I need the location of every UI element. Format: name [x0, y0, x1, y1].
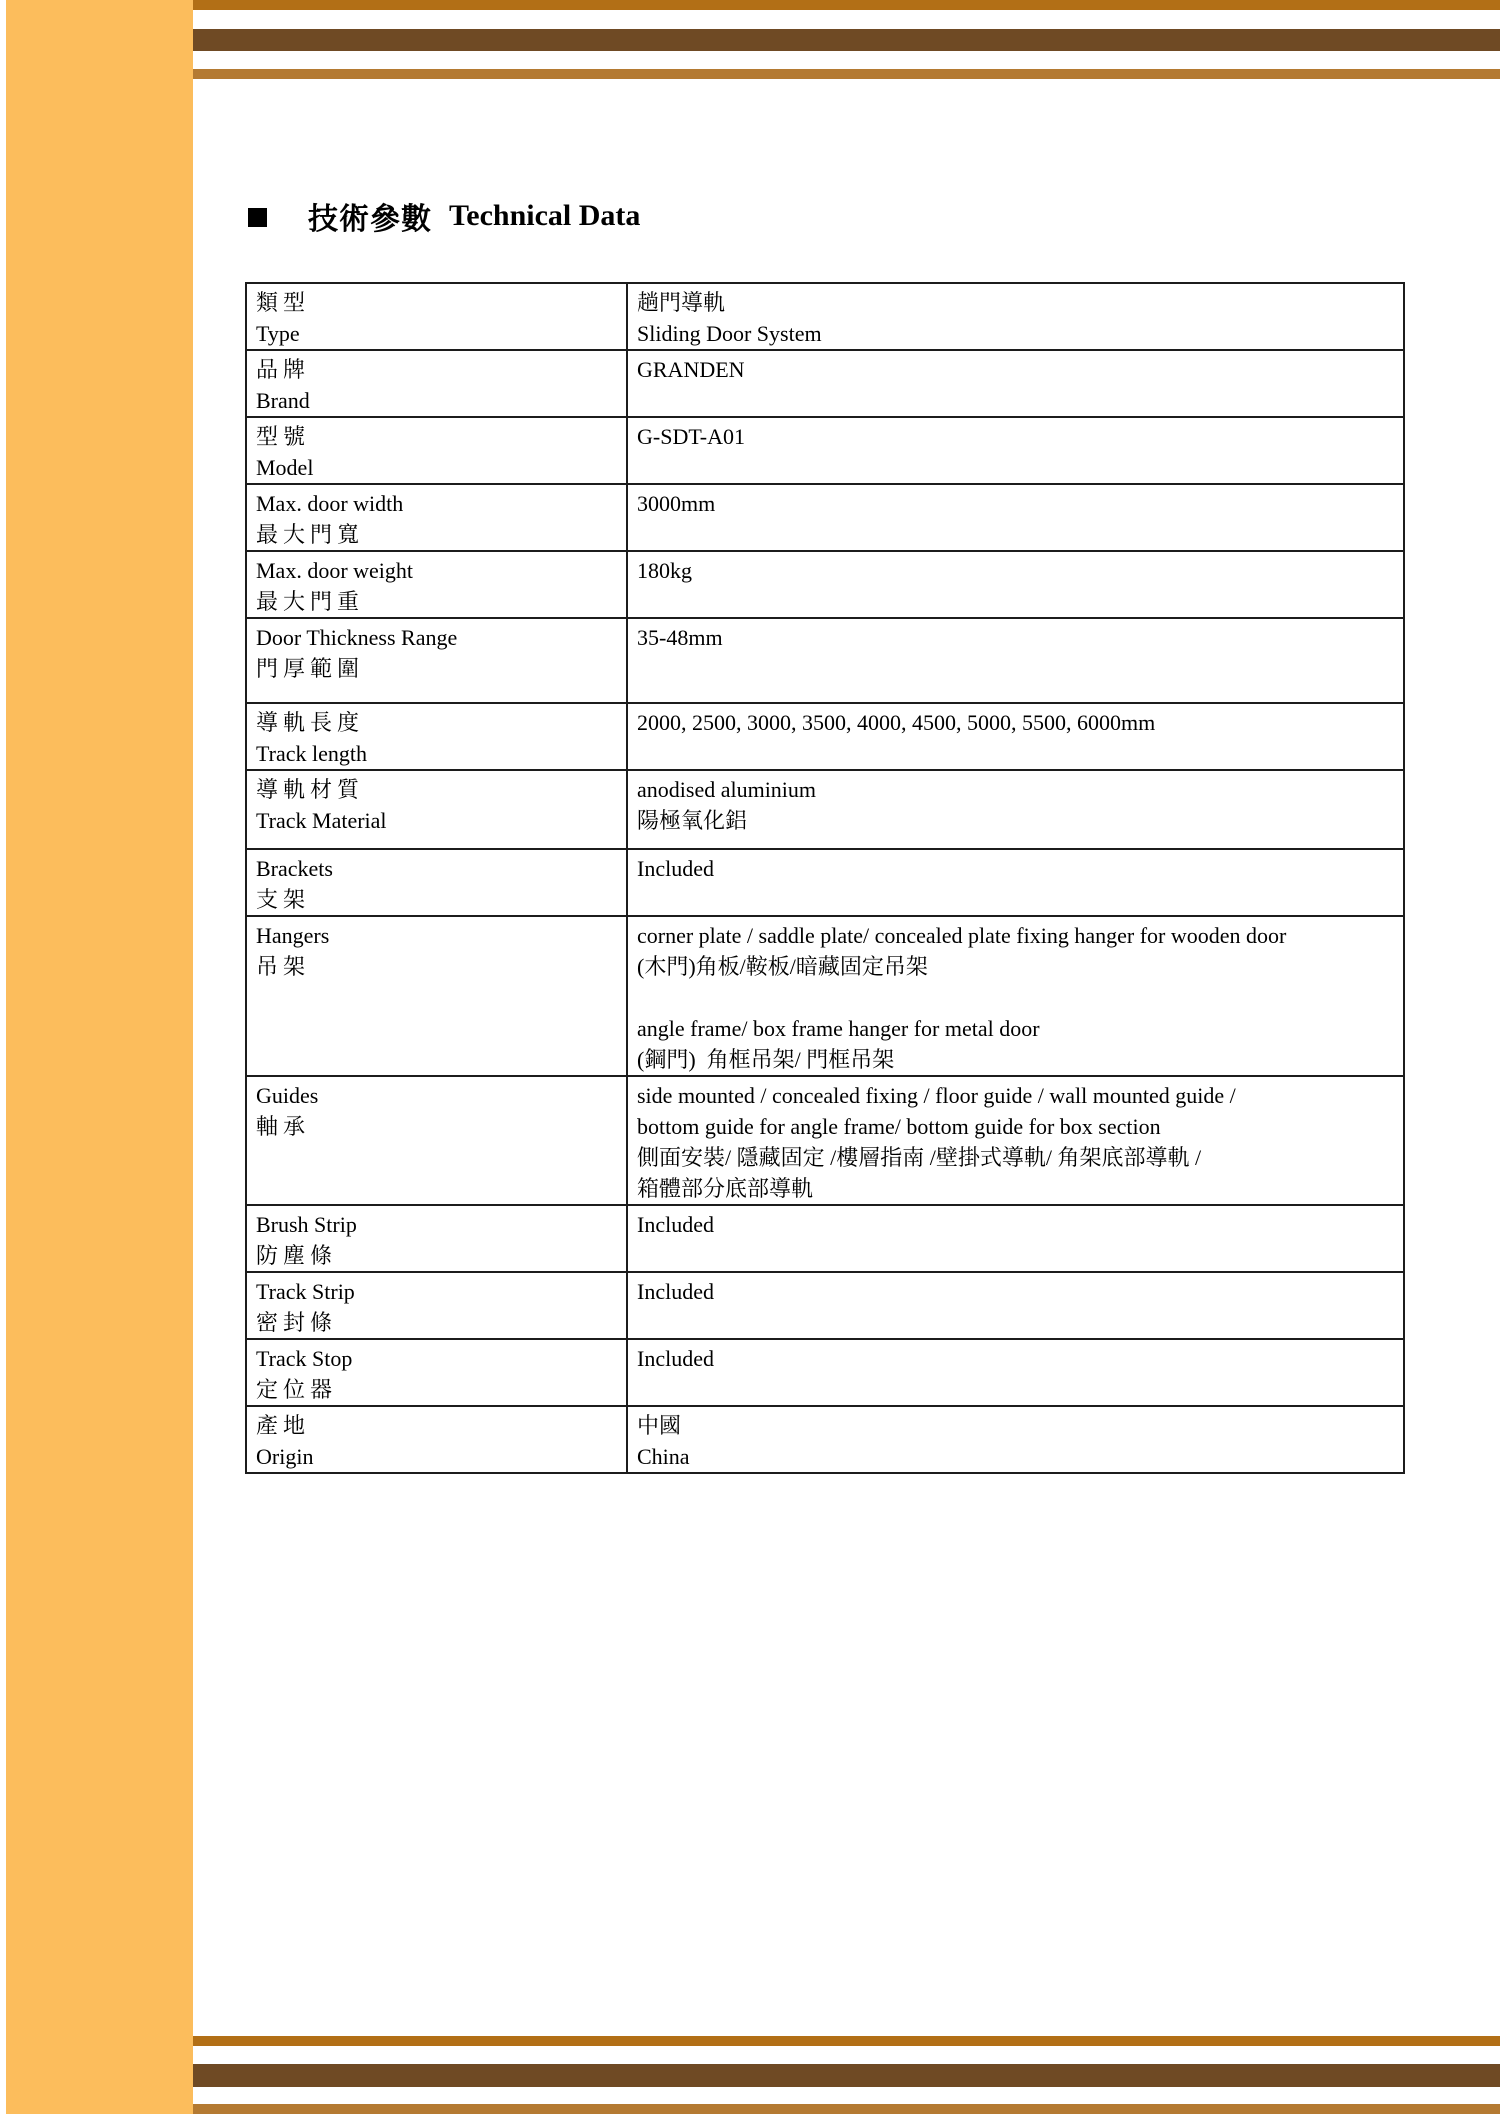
spec-text-line: Included — [637, 1212, 714, 1237]
table-row — [246, 916, 1404, 1076]
spec-value-cell — [627, 1205, 1404, 1272]
spec-text-line: 箱體部分底部導軌 — [637, 1176, 814, 1201]
spec-text-line: Track Strip — [256, 1279, 355, 1304]
table-row — [246, 770, 1404, 849]
spec-text-line: Sliding Door System — [637, 321, 822, 346]
spec-text-line: Max. door width — [256, 491, 404, 516]
spec-text-line: 品牌 — [256, 357, 311, 382]
spec-text-line: Guides — [256, 1083, 319, 1108]
spec-label-cell — [246, 916, 627, 1076]
table-row — [246, 1406, 1404, 1473]
technical-data-table — [245, 282, 1405, 1474]
spec-text-line: 導軌長度 — [256, 710, 365, 735]
spec-text-line: 35-48mm — [637, 625, 723, 650]
spec-text-line: Max. door weight — [256, 558, 414, 583]
spec-text-line: 3000mm — [637, 491, 716, 516]
spec-text-line: GRANDEN — [637, 357, 745, 382]
spec-text-line: Track Stop — [256, 1346, 353, 1371]
spec-table-body — [246, 283, 1404, 1473]
spec-text-line: bottom guide for angle frame/ bottom guide for box section — [637, 1114, 1161, 1139]
spec-label-cell — [246, 551, 627, 618]
spec-text-line: (木門)角板/鞍板/暗藏固定吊架 — [637, 954, 928, 979]
table-row — [246, 849, 1404, 916]
bottom-bar-tan — [193, 2104, 1500, 2114]
spec-text-line: Track length — [256, 741, 368, 766]
spec-text-line: 產地 — [256, 1413, 311, 1438]
spec-text-line: 2000, 2500, 3000, 3500, 4000, 4500, 5000, 5500, 6000mm — [637, 710, 1156, 735]
spec-label-cell — [246, 849, 627, 916]
spec-text-line: 型號 — [256, 424, 311, 449]
spec-text-line: 門厚範圍 — [256, 656, 365, 681]
spec-text-line: Origin — [256, 1444, 314, 1469]
table-row — [246, 350, 1404, 417]
spec-value-cell — [627, 849, 1404, 916]
spec-text-line: 類型 — [256, 290, 311, 315]
spec-value-cell — [627, 551, 1404, 618]
spec-value-cell — [627, 1339, 1404, 1406]
spec-label-cell — [246, 1076, 627, 1205]
spec-text-line: 中國 — [637, 1413, 682, 1438]
spec-text-line: Model — [256, 455, 314, 480]
spec-text-line: Door Thickness Range — [256, 625, 458, 650]
spec-text-line: Included — [637, 1279, 714, 1304]
spec-text-line: 軸承 — [256, 1114, 311, 1139]
spec-value-cell — [627, 350, 1404, 417]
spec-value-cell — [627, 484, 1404, 551]
table-row — [246, 703, 1404, 770]
spec-text-line: Included — [637, 856, 714, 881]
table-row — [246, 1205, 1404, 1272]
spec-value-cell — [627, 1406, 1404, 1473]
spec-text-line — [637, 982, 1395, 1013]
table-row — [246, 1272, 1404, 1339]
spec-label-cell — [246, 703, 627, 770]
spec-text-line: 導軌材質 — [256, 777, 365, 802]
sidebar-accent — [6, 0, 193, 2114]
spec-label-cell — [246, 417, 627, 484]
spec-text-line: 支架 — [256, 887, 311, 912]
bottom-bar-brown — [193, 2064, 1500, 2087]
spec-text-line: 側面安裝/ 隱藏固定 /樓層指南 /壁掛式導軌/ 角架底部導軌 / — [637, 1145, 1202, 1170]
spec-value-cell — [627, 618, 1404, 703]
spec-text-line: side mounted / concealed fixing / floor guide / wall mounted guide / — [637, 1083, 1236, 1108]
spec-text-line: G-SDT-A01 — [637, 424, 745, 449]
spec-value-cell — [627, 283, 1404, 350]
spec-text-line: Brand — [256, 388, 310, 413]
spec-text-line: angle frame/ box frame hanger for metal door — [637, 1016, 1040, 1041]
spec-value-cell — [627, 703, 1404, 770]
spec-text-line: 密封條 — [256, 1310, 338, 1335]
spec-text-line: 吊架 — [256, 954, 311, 979]
bottom-bar-gold — [193, 2036, 1500, 2046]
spec-text-line: corner plate / saddle plate/ concealed plate fixing hanger for wooden door — [637, 923, 1287, 948]
top-bar-gold — [193, 0, 1500, 10]
spec-value-cell — [627, 916, 1404, 1076]
spec-value-cell — [627, 1272, 1404, 1339]
spec-text-line: Type — [256, 321, 300, 346]
spec-text-line: 定位器 — [256, 1377, 338, 1402]
spec-text-line: 180kg — [637, 558, 692, 583]
spec-text-line: Included — [637, 1346, 714, 1371]
spec-label-cell — [246, 1406, 627, 1473]
spec-text-line: anodised aluminium — [637, 777, 817, 802]
table-row — [246, 551, 1404, 618]
spec-text-line: 最大門寬 — [256, 522, 365, 547]
spec-text-line: 防塵條 — [256, 1243, 338, 1268]
section-title — [248, 197, 640, 235]
spec-label-cell — [246, 770, 627, 849]
spec-text-line: Track Material — [256, 808, 387, 833]
spec-text-line: 最大門重 — [256, 589, 365, 614]
spec-label-cell — [246, 1272, 627, 1339]
spec-text-line: Hangers — [256, 923, 330, 948]
top-bar-tan — [193, 69, 1500, 79]
spec-text-line: 陽極氧化鋁 — [637, 808, 748, 833]
table-row — [246, 484, 1404, 551]
spec-label-cell — [246, 1339, 627, 1406]
section-title-en: Technical Data — [449, 199, 641, 232]
spec-text-line: 趟門導軌 — [637, 290, 726, 315]
spec-label-cell — [246, 618, 627, 703]
spec-text-line: Brush Strip — [256, 1212, 357, 1237]
section-title-zh: 技術參數 — [308, 203, 432, 236]
spec-label-cell — [246, 484, 627, 551]
spec-label-cell — [246, 350, 627, 417]
spec-label-cell — [246, 283, 627, 350]
top-bar-brown — [193, 29, 1500, 51]
spec-value-cell — [627, 770, 1404, 849]
spec-value-cell — [627, 417, 1404, 484]
table-row — [246, 1076, 1404, 1205]
spec-text-line: China — [637, 1444, 690, 1469]
spec-text-line: (鋼門) 角框吊架/ 門框吊架 — [637, 1047, 895, 1072]
spec-label-cell — [246, 1205, 627, 1272]
spec-value-cell — [627, 1076, 1404, 1205]
table-row — [246, 618, 1404, 703]
table-row — [246, 1339, 1404, 1406]
table-row — [246, 417, 1404, 484]
square-bullet-icon — [248, 208, 267, 227]
spec-text-line: Brackets — [256, 856, 333, 881]
table-row — [246, 283, 1404, 350]
